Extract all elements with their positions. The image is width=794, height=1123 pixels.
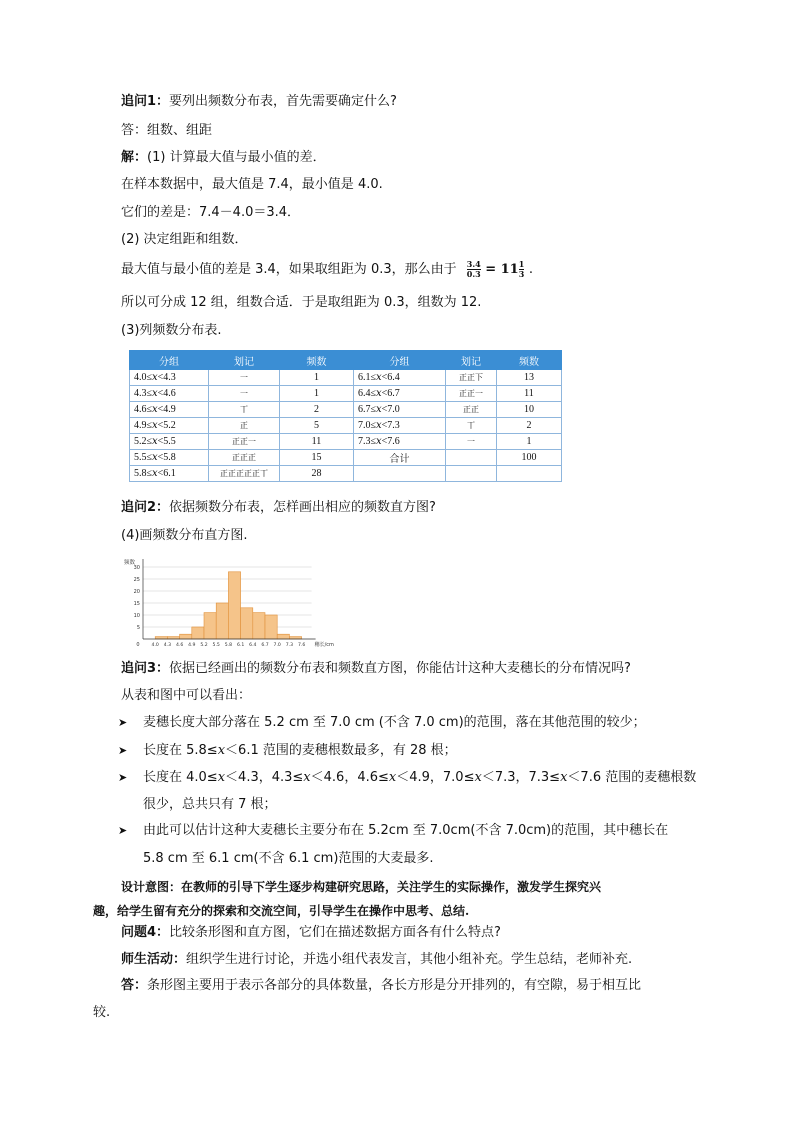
y-tick-label: 15 <box>133 601 140 607</box>
text-line-1: 在样本数据中，最大值是 7.4，最小值是 4.0. <box>121 177 383 192</box>
table-row <box>130 386 562 402</box>
table-cell: 11 <box>280 434 354 450</box>
bullet-item: 由此可以估计这种大麦穗长主要分布在 5.2cm 至 7.0cm(不含 7.0cm)的范围，其中穗长在 <box>143 823 669 838</box>
table-cell: 一 <box>209 370 280 386</box>
design-intent-continued: 趣，给学生留有充分的探索和交流空间，引导学生在操作中思考、总结. <box>93 904 470 918</box>
table-cell: 11 <box>497 386 562 402</box>
table-cell: 正正一 <box>209 434 280 450</box>
table-cell: 5.5≤x<5.8 <box>130 450 209 466</box>
table-cell: 正正下 <box>446 370 497 386</box>
table-cell: 13 <box>497 370 562 386</box>
answer-4-text: 条形图主要用于表示各部分的具体数量，各长方形是分开排列的，有空隙，易于相互比 <box>147 978 642 993</box>
follow-up-2-label: 追问2： <box>121 500 170 515</box>
bullet-arrow-icon: ➤ <box>118 771 128 784</box>
follow-up-1-label: 追问1： <box>121 94 170 109</box>
x-tick-label: 6.7 <box>261 643 269 648</box>
table-header: 划记 <box>446 351 497 370</box>
formula-tail: . <box>528 262 533 277</box>
follow-up-1 <box>121 93 397 111</box>
histogram-bar <box>228 572 240 639</box>
table-cell: 4.6≤x<4.9 <box>130 402 209 418</box>
table-row <box>130 418 562 434</box>
text-line-6: (3)列频数分布表. <box>121 323 222 338</box>
frequency-table <box>129 350 562 482</box>
histogram-bar <box>253 613 265 639</box>
text-line-5: 所以可分成 12 组，组数合适．于是取组距为 0.3，组数为 12. <box>121 295 482 310</box>
design-intent-text: 在教师的引导下学生逐步构建研究思路，关注学生的实际操作，激发学生探究兴 <box>181 880 602 894</box>
table-cell: 5.2≤x<5.5 <box>130 434 209 450</box>
table-cell: 5.8≤x<6.1 <box>130 466 209 482</box>
answer-4-label: 答： <box>121 978 148 993</box>
table-row <box>130 450 562 466</box>
x-axis-label: 穗长/cm <box>314 642 334 648</box>
x-tick-label: 7.0 <box>273 643 281 648</box>
text-line-3: (2) 决定组距和组数． <box>121 232 248 247</box>
table-cell: 2 <box>497 418 562 434</box>
follow-up-3-label: 追问3： <box>121 661 170 676</box>
table-row <box>130 466 562 482</box>
table-row <box>130 434 562 450</box>
table-cell: 4.9≤x<5.2 <box>130 418 209 434</box>
solution-step-1 <box>121 149 326 167</box>
table-cell: 28 <box>280 466 354 482</box>
table-cell: 5 <box>280 418 354 434</box>
bullet-item-continued: 很少，总共只有 7 根； <box>143 797 277 812</box>
formula-fraction-numerator: 1 <box>518 259 525 269</box>
table-header-row <box>130 351 562 370</box>
y-tick-label: 25 <box>133 577 140 583</box>
x-tick-label: 5.2 <box>200 643 208 648</box>
formula-result: = 11 <box>485 262 519 277</box>
table-cell: 正正一 <box>446 386 497 402</box>
solution-label: 解： <box>121 150 148 165</box>
formula-fraction-denominator: 3 <box>518 269 525 279</box>
activity-label: 师生活动： <box>121 952 187 967</box>
table-cell: 丅 <box>209 402 280 418</box>
x-tick-label: 7.3 <box>285 643 294 648</box>
formula-denominator: 0.3 <box>466 269 481 279</box>
text-line-4 <box>121 260 533 279</box>
histogram-bar <box>277 634 289 639</box>
formula-numerator: 3.4 <box>466 259 481 269</box>
table-cell: 6.1≤x<6.4 <box>354 370 446 386</box>
origin-label: 0 <box>136 642 140 648</box>
x-tick-label: 5.5 <box>212 643 220 648</box>
follow-up-3-text: 依据已经画出的频数分布表和频数直方图，你能估计这种大麦穗长的分布情况吗? <box>169 661 631 676</box>
answer-4-continued: 较. <box>93 1005 111 1020</box>
table-cell: 1 <box>497 434 562 450</box>
x-tick-label: 4.9 <box>188 643 196 648</box>
text-line-8: 从表和图中可以看出： <box>121 688 252 703</box>
question-4-label: 问题4： <box>121 925 170 940</box>
table-cell: 正正正 <box>209 450 280 466</box>
question-4-text: 比较条形图和直方图，它们在描述数据方面各有什么特点? <box>169 925 501 940</box>
histogram-bar <box>167 637 179 639</box>
histogram-bar <box>180 634 192 639</box>
x-tick-label: 4.0 <box>151 643 159 648</box>
bullet-item: 长度在 4.0≤x＜4.3，4.3≤x＜4.6，4.6≤x＜4.9，7.0≤x＜7.3，7.3≤x＜7.6 范围的麦穗根数 <box>143 770 697 785</box>
table-header: 分组 <box>130 351 209 370</box>
x-tick-label: 5.8 <box>224 643 233 648</box>
text-line-4-text: 最大值与最小值的差是 3.4，如果取组距为 0.3，那么由于 <box>121 262 457 277</box>
x-tick-label: 6.1 <box>236 643 245 648</box>
table-row <box>130 370 562 386</box>
table-cell: 7.0≤x<7.3 <box>354 418 446 434</box>
table-cell: 正正 <box>446 402 497 418</box>
table-cell: 6.4≤x<6.7 <box>354 386 446 402</box>
table-cell <box>446 466 497 482</box>
table-cell: 正 <box>209 418 280 434</box>
histogram-bar <box>155 637 167 639</box>
table-cell: 6.7≤x<7.0 <box>354 402 446 418</box>
follow-up-3 <box>121 660 631 678</box>
y-tick-label: 20 <box>133 589 140 595</box>
question-4 <box>121 924 501 942</box>
answer-1: 答：组数、组距 <box>121 123 213 138</box>
bullet-item: 麦穗长度大部分落在 5.2 cm 至 7.0 cm (不含 7.0 cm)的范围，落在其他范围的较少； <box>143 715 646 730</box>
bullet-item: 长度在 5.8≤x＜6.1 范围的麦穗根数最多，有 28 根； <box>143 743 457 758</box>
y-tick-label: 30 <box>133 565 140 571</box>
table-cell: 2 <box>280 402 354 418</box>
table-cell: 合计 <box>354 450 446 466</box>
bullet-arrow-icon: ➤ <box>118 744 128 757</box>
design-intent-label: 设计意图： <box>121 880 182 894</box>
activity-text: 组织学生进行讨论，并选小组代表发言，其他小组补充。学生总结，老师补充. <box>186 952 633 967</box>
table-row <box>130 402 562 418</box>
table-header: 频数 <box>497 351 562 370</box>
table-cell: 正正正正正丅 <box>209 466 280 482</box>
table-cell: 100 <box>497 450 562 466</box>
table-cell: 1 <box>280 386 354 402</box>
histogram-chart <box>121 550 351 650</box>
table-cell: 一 <box>446 434 497 450</box>
x-tick-label: 6.4 <box>249 643 257 648</box>
x-tick-label: 7.6 <box>297 643 306 648</box>
histogram-bar <box>289 637 301 639</box>
table-cell: 4.0≤x<4.3 <box>130 370 209 386</box>
x-tick-label: 4.6 <box>175 643 184 648</box>
x-tick-label: 4.3 <box>163 643 172 648</box>
table-cell: 一 <box>209 386 280 402</box>
table-cell: 15 <box>280 450 354 466</box>
table-cell: 丅 <box>446 418 497 434</box>
answer-4 <box>121 977 641 995</box>
y-axis-label: 频数 <box>124 560 136 566</box>
histogram-bar <box>216 603 228 639</box>
table-cell: 10 <box>497 402 562 418</box>
table-header: 频数 <box>280 351 354 370</box>
solution-text: (1) 计算最大值与最小值的差． <box>147 150 326 165</box>
y-tick-label: 5 <box>136 625 140 631</box>
bullet-item-continued: 5.8 cm 至 6.1 cm(不含 6.1 cm)范围的大麦最多. <box>143 851 434 866</box>
histogram-bar <box>192 627 204 639</box>
histogram-bar <box>204 613 216 639</box>
teacher-student-activity <box>121 951 632 969</box>
table-header: 分组 <box>354 351 446 370</box>
design-intent <box>121 878 601 896</box>
table-cell: 7.3≤x<7.6 <box>354 434 446 450</box>
table-cell: 4.3≤x<4.6 <box>130 386 209 402</box>
table-cell <box>354 466 446 482</box>
table-header: 划记 <box>209 351 280 370</box>
table-cell: 1 <box>280 370 354 386</box>
follow-up-1-text: 要列出频数分布表，首先需要确定什么? <box>169 94 397 109</box>
text-line-7: (4)画频数分布直方图. <box>121 528 248 543</box>
bullet-arrow-icon: ➤ <box>118 824 128 837</box>
y-tick-label: 10 <box>133 613 140 619</box>
table-cell <box>446 450 497 466</box>
text-line-2: 它们的差是：7.4－4.0＝3.4． <box>121 205 301 220</box>
histogram-bar <box>241 608 253 639</box>
follow-up-2-text: 依据频数分布表，怎样画出相应的频数直方图? <box>169 500 436 515</box>
formula <box>467 260 533 279</box>
bullet-arrow-icon: ➤ <box>118 716 128 729</box>
histogram-bar <box>265 615 277 639</box>
follow-up-2 <box>121 499 436 517</box>
table-cell <box>497 466 562 482</box>
